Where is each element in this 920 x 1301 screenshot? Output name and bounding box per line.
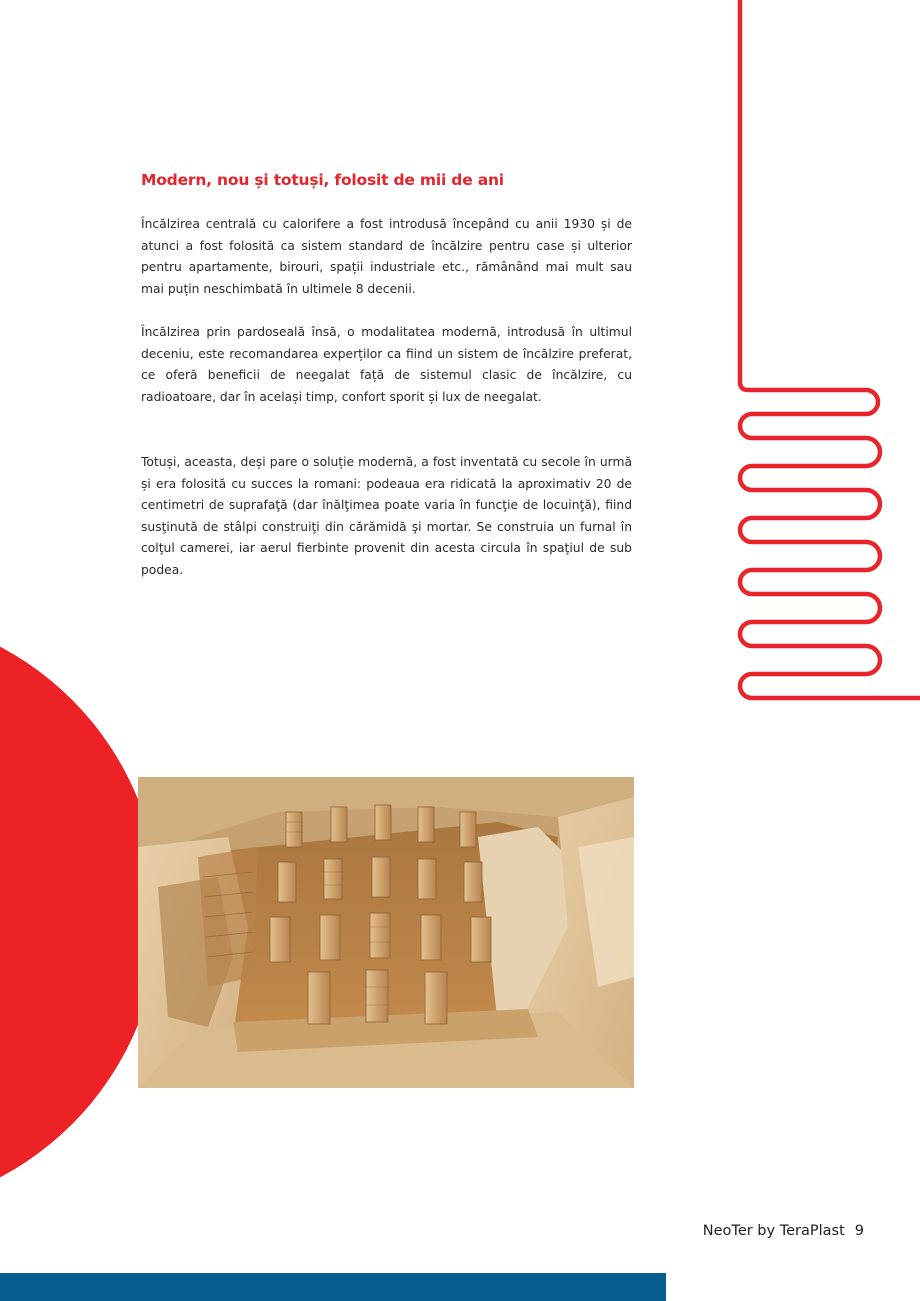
- article-paragraph-3: Totuși, aceasta, deși pare o soluție modernă, a fost inventată cu secole în urmă și era folosită cu succes la romani: podeaua era ridicată la aproximativ 20 de centimetri de suprafaţă (dar înălţimea poate varia în funcţie de locuinţă), fiind susţinută de stâlpi construiţi din cărămidă şi mortar. Se construia un furnal în colţul camerei, iar aerul fierbinte provenit din acesta circula în spaţiul de sub podea.: [141, 455, 632, 577]
- hypocaust-ruins-photo: [138, 777, 634, 1088]
- page-number: 9: [854, 1223, 864, 1239]
- footer: [703, 1223, 864, 1239]
- footer-brand: NeoTer by TeraPlast: [702, 1223, 845, 1239]
- article-paragraph-1: Încălzirea centrală cu calorifere a fost introdusă începând cu anii 1930 și de atunci a fost folosită ca sistem standard de încălzire pentru case și ulterior pentru apartamente, birouri, spații industriale etc., rămânând mai mult sau mai puțin neschimbată în ultimele 8 decenii.: [141, 217, 632, 296]
- article-heading: Modern, nou și totuși, folosit de mii de ani: [141, 171, 504, 189]
- footer-color-bar: [0, 1273, 666, 1301]
- article-paragraph-2: Încălzirea prin pardoseală însă, o modalitatea modernă, introdusă în ultimul deceniu, este recomandarea experților ca fiind un sistem de încălzire preferat, ce oferă beneficii de neegalat față de sistemul clasic de încălzire, cu radioatoare, dar în același timp, confort sporit și lux de neegalat.: [141, 325, 632, 404]
